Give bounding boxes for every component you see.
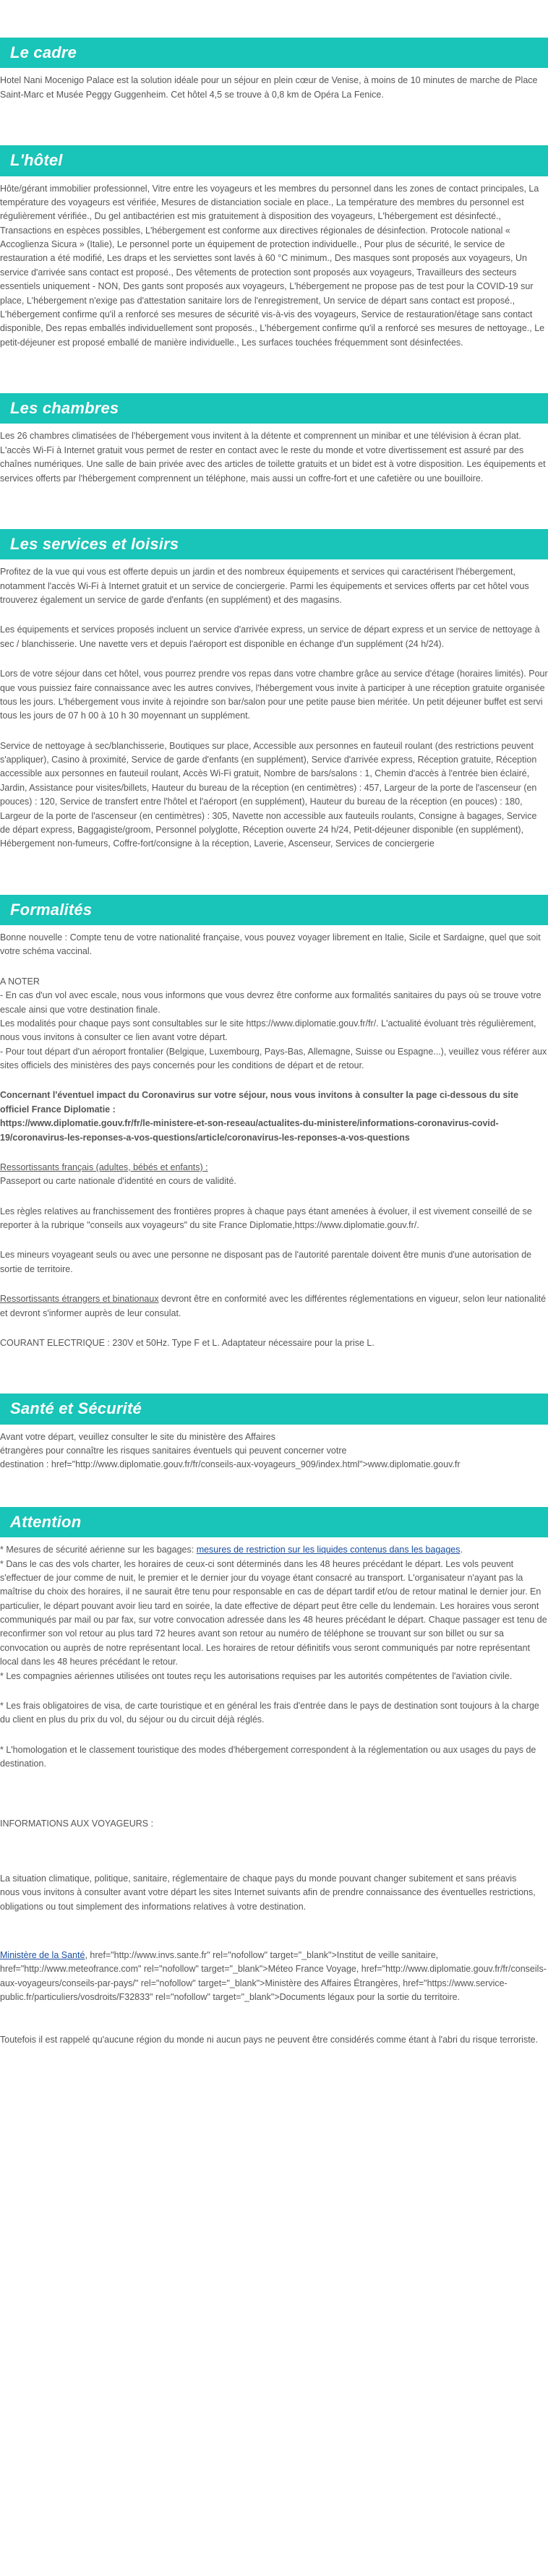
section-title-sante: Santé et Sécurité [0, 1394, 548, 1424]
section-formalites [0, 895, 548, 1365]
section-title-hotel: L'hôtel [0, 145, 548, 176]
section-services [0, 529, 548, 866]
services-paragraph-4: Service de nettoyage à sec/blanchisserie, Boutiques sur place, Accessible aux personnes en fauteuil roulant (des restrictions peuvent s'appliquer), Casino à proximité, Service de garde d'enfants (en supplément), Service d'arrivée express, Réception gratuite, Réception accessible aux personnes en fauteuil roulant, Accès Wi-Fi gratuit, Nombre de bars/salons : 1, Chemin d'accès à l'entrée bien éclairé, Jardin, Assistance pour visites/billets, Hauteur du bureau de la réception (en centimètres) : 457, Largeur de la porte de l'ascenseur (en pouces) : 120, Service de transfert entre l'hôtel et l'aéroport (en supplément), Hauteur du bureau de la réception (en pouces) : 180, Largeur de la porte de l'ascenseur (en centimètres) : 305, Navette non accessible aux fauteuils roulants, Consigne à bagages, Service de départ express, Baggagiste/groom, Personnel polyglotte, Réception ouverte 24 h/24, Petit-déjeuner disponible (en supplément), Hébergement non-fumeurs, Coffre-fort/consigne à la réception, Laverie, Ascenseur, Services de conciergerie [0, 740, 537, 849]
security-prefix: * Mesures de sécurité aérienne sur les bagages: [0, 1545, 197, 1555]
minors-text: Les mineurs voyageant seuls ou avec une personne ne disposant pas de l'autorité parentale doivent être munis d'une autorisation de sortie de territoire. [0, 1250, 532, 1274]
traveler-info-title: INFORMATIONS AUX VOYAGEURS : [0, 1819, 154, 1829]
section-title-cadre: Le cadre [0, 38, 548, 68]
hotel-text: Hôte/gérant immobilier professionnel, Vitre entre les voyageurs et les membres du personnel dans les zones de contact principales, La température des voyageurs est vérifiée, Mesures de distanciation sociale en place., La température des membres du personnel est régulièrement vérifiée., Du gel antibactérien est mis gratuitement à disposition des voyageurs, L'hébergement est désinfecté., Transactions en espèces possibles, L'hébergement est conforme aux directives régionales de désinfection. Protocole national « Accoglienza Sicura » (Italie), Le personnel porte un équipement de protection individuelle., Pour plus de sécurité, le service de restauration a été modifié, Les draps et les serviettes sont lavés à 60 °C minimum., Des masques sont proposés aux voyageurs, Un service d'arrivée sans contact est proposé., Des vêtements de protection sont proposés aux voyageurs, Travailleurs des secteurs essentiels uniquement - NON, Des gants sont proposés aux voyageurs, L'hébergement ne propose pas de test pour la COVID-19 sur place, L'hébergement n'exige pas d'attestation sanitaire lors de l'enregistrement, Un service de départ sans contact est proposé., L'hébergement confirme qu'il a renforcé ses mesures de sécurité vis-à-vis des voyageurs, Service de restauration/étage sans contact disponible, Des repas emballés individuellement sont proposés., L'hébergement confirme qu'il a renforcé ses mesures de nettoyage., Le petit-déjeuner est proposé emballé de manière individuelle., Les surfaces touchées fréquemment sont désinfectées. [0, 183, 545, 348]
services-paragraph-3: Lors de votre séjour dans cet hôtel, vous pourrez prendre vos repas dans votre chambre grâce au service d'étage (horaires limités). Pour que vous puissiez faire connaissance avec les autres convives, l'hébergement vous invite à participer à une réception gratuite organisée tous les jours. L'hébergement vous invite à rejoindre son bar/salon pour une petite pause bien méritée. Un petit déjeuner buffet est servi tous les jours de 07 h 00 à 10 h 30 moyennant un supplément. [0, 669, 548, 721]
cadre-text: Hotel Nani Mocenigo Palace est la solution idéale pour un séjour en plein cœur de Venise, à moins de 10 minutes de marche de Place Saint-Marc et Musée Peggy Guggenheim. Cet hôtel 4,5 se trouve à 0,8 km de Opéra La Fenice. [0, 75, 538, 100]
useful-links [0, 1949, 548, 2005]
fr-nationals-title: Ressortissants français (adultes, bébés et enfants) : [0, 1162, 208, 1172]
liquids-restriction-link[interactable]: mesures de restriction sur les liquides contenus dans les bagages [196, 1545, 461, 1555]
section-title-services: Les services et loisirs [0, 529, 548, 559]
situation-text: La situation climatique, politique, sanitaire, réglementaire de chaque pays du monde pouvant changer subitement et sans préavis nous vous invitons à consulter avant votre départ les sites Internet suivants afin de prendre connaissance des éventuelles restrictions, obligations ou tout simplement des informations relatives à votre destination. [0, 1873, 536, 1912]
section-attention [0, 1507, 548, 2062]
homologation-text: * L'homologation et le classement touristique des modes d'hébergement correspondent à la réglementation ou aux usages du pays de destination. [0, 1744, 536, 1769]
useful-links-text: , href="http://www.invs.sante.fr" rel="nofollow" target="_blank">Institut de veille sanitaire, href="http://www.meteofrance.com" rel="nofollow" target="_blank">Méteo France Voyage, href="http://www.diplomatie.gouv.fr/fr/conseils-aux-voyageurs/conseils-par-pays/" rel="nofollow" target="_blank">Ministère des Affaires Étrangères, href="https://www.service-public.fr/particuliers/vosdroits/F32833" rel="nofollow" target="_blank">Documents légaux pour la sortie du territoire. [0, 1949, 547, 2003]
visa-fees: * Les frais obligatoires de visa, de carte touristique et en général les frais d'entrée dans le pays de destination sont toujours à la charge du client en plus du prix du vol, du séjour ou du circuit déjà réglés. [0, 1700, 539, 1725]
page [0, 38, 548, 2062]
section-chambres [0, 393, 548, 500]
ministere-sante-link[interactable]: Ministère de la Santé [0, 1949, 85, 1960]
services-paragraph-1: Profitez de la vue qui vous est offerte depuis un jardin et des nombreux équipements et services qui caractérisent l'hébergement, notamment l'accès Wi-Fi à Internet gratuit et un service de conciergerie. Parmi les équipements et services offerts par cet hôtel vous trouverez également un service de garde d'enfants (en supplément) et des magasins. [0, 567, 529, 606]
electric-current: COURANT ELECTRIQUE : 230V et 50Hz. Type F et L. Adaptateur nécessaire pour la prise L. [0, 1337, 374, 1348]
fr-nationals-text: Passeport ou carte nationale d'identité en cours de validité. [0, 1176, 236, 1187]
foreign-nationals-title: Ressortissants étrangers et binationaux [0, 1294, 159, 1305]
fr-nationals [0, 1161, 548, 1175]
section-cadre [0, 38, 548, 116]
covid-link[interactable]: https://www.diplomatie.gouv.fr/fr/le-ministere-et-son-reseau/actualites-du-ministere/informations-coronavirus-covid-19/coronavirus-les-reponses-a-vos-questions/article/coronavirus-les-reponses-a-vos-questions [0, 1118, 499, 1143]
security-measures [0, 1543, 548, 1557]
airline-authorizations: * Les compagnies aériennes utilisées ont toutes reçu les autorisations requises par les autorités compétentes de l'aviation civile. [0, 1670, 513, 1681]
anoter-title: A NOTER [0, 976, 40, 987]
section-title-formalites: Formalités [0, 895, 548, 925]
section-title-chambres: Les chambres [0, 393, 548, 424]
anoter-line-1: - En cas d'un vol avec escale, nous vous informons que vous devrez être conforme aux formalités sanitaires du pays où se trouve votre escale ainsi que votre destination finale. [0, 990, 541, 1015]
services-paragraph-2: Les équipements et services proposés incluent un service d'arrivée express, un service de départ express et un service de nettoyage à sec / blanchisserie. Une navette vers et depuis l'aéroport est disponible en échange d'un supplément (24 h/24). [0, 624, 540, 649]
chambres-text: Les 26 chambres climatisées de l'hébergement vous invitent à la détente et comprennent un minibar et une télévision à écran plat. L'accès Wi-Fi à Internet gratuit vous permet de rester en contact avec le reste du monde et votre divertissement est assuré par des chaînes numériques. Une salle de bain privée avec des articles de toilette gratuits et un bidet est à votre disposition. Les équipements et services offerts par l'hébergement comprennent un téléphone, mais aussi un coffre-fort et une cafetière ou une bouilloire. [0, 431, 546, 484]
formalites-intro: Bonne nouvelle : Compte tenu de votre nationalité française, vous pouvez voyager librement en Italie, Sicile et Sardaigne, quel que soit votre schéma vaccinal. [0, 932, 541, 957]
section-hotel [0, 145, 548, 364]
anoter-line-2: Les modalités pour chaque pays sont consultables sur le site https://www.diplomatie.gouv.fr/fr/. L'actualité évoluant très régulièrement, nous vous invitons à consulter ce lien avant votre départ. [0, 1018, 536, 1043]
terror-risk-text: Toutefois il est rappelé qu'aucune région du monde ni aucun pays ne peuvent être considérés comme étant à l'abri du risque terroriste. [0, 2035, 539, 2045]
sante-text: Avant votre départ, veuillez consulter le site du ministère des Affaires étrangères pour connaître les risques sanitaires éventuels qui peuvent concerner votre destination : href="http://www.diplomatie.gouv.fr/fr/conseils-aux-voyageurs_909/index.html">www.diplomatie.gouv.fr [0, 1431, 461, 1470]
anoter-line-3: - Pour tout départ d'un aéroport frontalier (Belgique, Luxembourg, Pays-Bas, Allemagne, Suisse ou Espagne...), veuillez vous référer aux sites officiels des ministères des pays concernés pour les conditions de départ et de retour. [0, 1046, 547, 1071]
section-sante [0, 1394, 548, 1487]
foreign-nationals-text: devront être en conformité avec les différentes réglementations en vigueur, selon leur nationalité et devront s'informer auprès de leur consulat. [0, 1294, 547, 1318]
covid-title: Concernant l'éventuel impact du Coronavirus sur votre séjour, nous vous invitons à consulter la page ci-dessous du site officiel France Diplomatie : [0, 1090, 519, 1115]
section-title-attention: Attention [0, 1507, 548, 1537]
foreign-nationals [0, 1292, 548, 1321]
security-suffix: . [460, 1545, 463, 1555]
charter-schedules: * Dans le cas des vols charter, les horaires de ceux-ci sont déterminés dans les 48 heures précédant le départ. Les vols peuvent s'effectuer de jour comme de nuit, le premier et le dernier jour du voyage étant consacré au transport. L'organisateur n'ayant pas la maîtrise du choix des horaires, il ne saurait être tenu pour responsable en cas de départ tardif et/ou de retour matinal le dernier jour. En particulier, le départ pouvant avoir lieu tard en soirée, la date effective de départ peut être celle du lendemain. Les horaires vous seront communiqués par mail ou par fax, sur votre convocation adressée dans les 48 heures précédant le départ. Chaque passager est tenu de reconfirmer son vol retour au plus tard 72 heures avant son retour au numéro de téléphone se trouvant sur son billet ou sur sa convocation ou auprès de notre représentant local. Les horaires de retour définitifs vous seront communiqués par notre représentant local dans les 48 heures précédant le retour. [0, 1558, 547, 1667]
border-rules: Les règles relatives au franchissement des frontières propres à chaque pays étant amenées à évoluer, il est vivement conseillé de se reporter à la rubrique "conseils aux voyageurs" du site France Diplomatie,https://www.diplomatie.gouv.fr/. [0, 1206, 532, 1231]
